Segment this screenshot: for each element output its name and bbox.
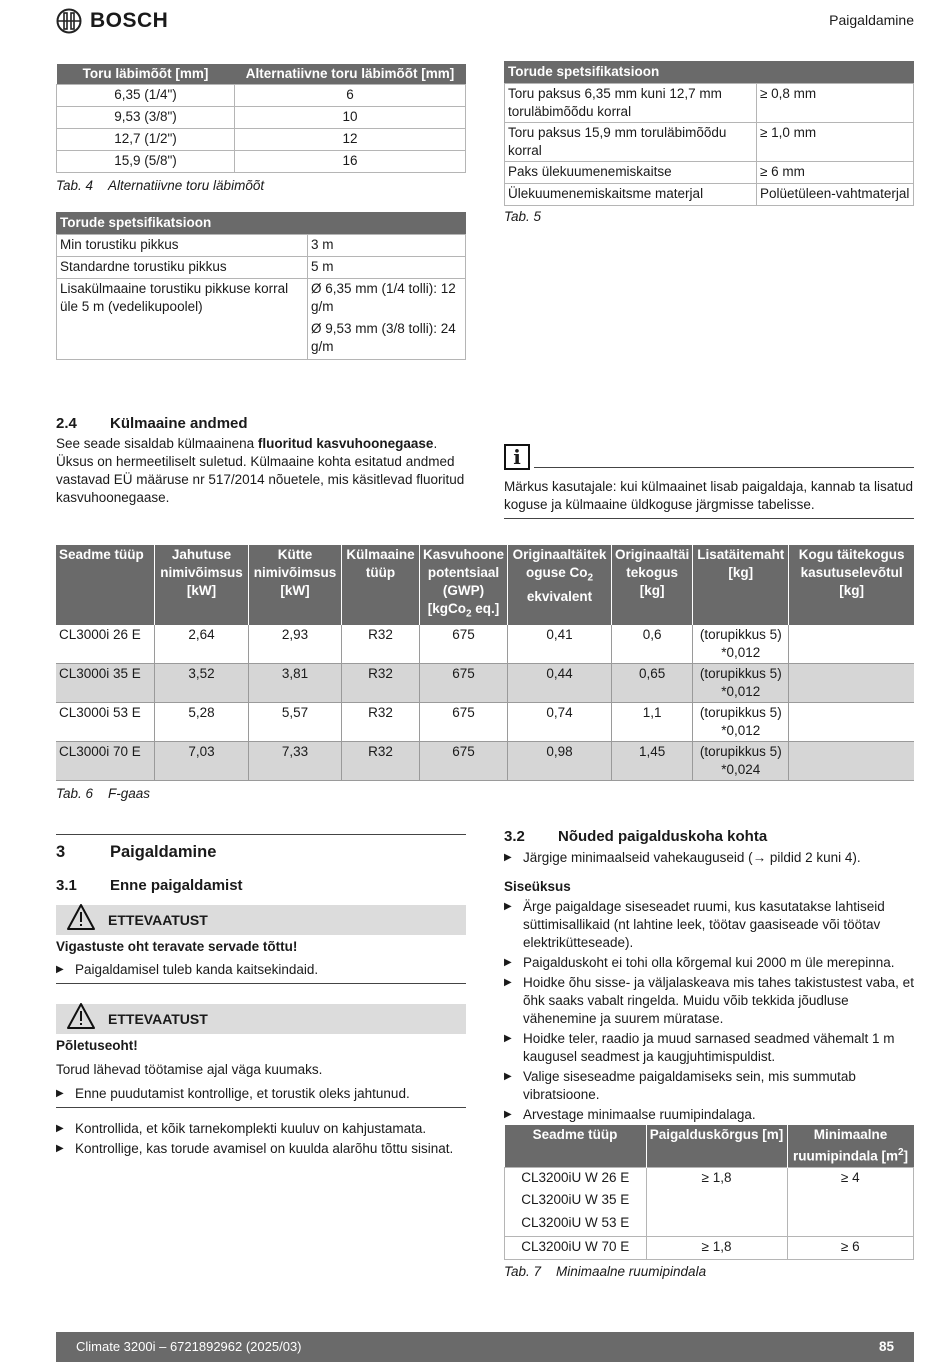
table-cell: 675 <box>420 702 508 741</box>
table-cell: ≥ 1,8 <box>646 1236 787 1259</box>
table-row <box>505 123 914 162</box>
table-cell: CL3000i 53 E <box>56 702 155 741</box>
table-cell: (torupikkus 5) *0,012 <box>693 663 789 702</box>
table-cell: 0,65 <box>612 663 693 702</box>
table-cell: 7,03 <box>155 741 249 780</box>
table-cell: Toru paksus 15,9 mm toruläbimõõdu korral <box>505 123 757 162</box>
table-row <box>57 151 466 173</box>
table-cell: 15,9 (5/8") <box>57 151 235 173</box>
table-cell: 2,64 <box>155 625 249 664</box>
list-item: ▶ Järgige minimaalseid vahekauguseid (→ pildid 2 kuni 4). <box>504 849 914 867</box>
divider <box>56 1107 466 1108</box>
list-item: ▶ Paigalduskoht ei tohi olla kõrgemal kui 2000 m üle merepinna. <box>504 954 914 972</box>
table-cell: 5,28 <box>155 702 249 741</box>
table-cell: 0,6 <box>612 625 693 664</box>
table-cell <box>789 702 914 741</box>
tab5 <box>504 61 914 226</box>
pipe-charge-large: Ø 9,53 mm (3/8 tolli): 24 g/m <box>311 321 456 354</box>
caution-heading: Põletuseoht! <box>56 1038 138 1053</box>
user-note <box>504 444 914 519</box>
table-row <box>57 257 466 279</box>
table-row <box>505 184 914 206</box>
tab7 <box>504 1125 914 1281</box>
table-row <box>56 663 914 702</box>
table-row <box>505 1236 914 1259</box>
table-cell: (torupikkus 5) *0,024 <box>693 741 789 780</box>
caution-heading: Vigastuste oht teravate servade tõttu! <box>56 939 298 954</box>
table-cell: 3,52 <box>155 663 249 702</box>
table-cell: ≥ 1,8 <box>646 1167 787 1236</box>
section-heading: 3.1 Enne paigaldamist <box>56 877 243 894</box>
table-cell: ≥ 4 <box>787 1167 914 1236</box>
warning-icon <box>66 1002 96 1030</box>
table-cell: Ülekuumenemiskaitsme materjal <box>505 184 757 206</box>
table-row <box>57 235 466 257</box>
table-cell: Min torustiku pikkus <box>57 235 308 257</box>
divider <box>504 518 914 519</box>
tab5-caption: Tab. 5 <box>504 209 542 224</box>
table-row <box>56 741 914 780</box>
table-cell: Paks ülekuumenemiskaitse <box>505 162 757 184</box>
tab4-header: Alternatiivne toru läbimõõt [mm] <box>235 64 466 85</box>
tab6-header: Lisatäitemaht [kg] <box>693 545 789 625</box>
table-cell: 6,35 (1/4") <box>57 85 235 107</box>
list-item: ▶ Hoidke teler, raadio ja muud sarnased seadmed vähemalt 1 m kaugusel seadmest ja kaugjuhtimispuldist. <box>504 1030 914 1066</box>
table-cell: 10 <box>235 107 466 129</box>
info-icon: i <box>504 444 530 470</box>
table-cell: ≥ 0,8 mm <box>757 84 914 123</box>
caution-banner <box>56 905 466 935</box>
spec-left-title: Torude spetsifikatsioon <box>56 212 466 234</box>
caution-banner <box>56 1004 466 1034</box>
tab7-header: Minimaalne ruumipindala $[m^2]$ <box>792 1127 909 1164</box>
table-cell: ≥ 6 mm <box>757 162 914 184</box>
table-row <box>57 129 466 151</box>
table-cell: CL3000i 26 E <box>56 625 155 664</box>
table-cell: 675 <box>420 663 508 702</box>
table-cell: 675 <box>420 741 508 780</box>
table-cell: ≥ 1,0 mm <box>757 123 914 162</box>
bosch-logo <box>56 8 168 34</box>
list-item: ▶ Paigaldamisel tuleb kanda kaitsekindaid. <box>56 961 466 979</box>
table-row <box>57 279 466 360</box>
tab7-header: Paigalduskõrgus [m] <box>646 1125 787 1167</box>
tab4-caption: Tab. 4 Alternatiivne toru läbimõõt <box>56 178 265 193</box>
table-cell: CL3200iU W 70 E <box>505 1236 647 1259</box>
warning-icon <box>66 903 96 931</box>
table-cell: ≥ 6 <box>787 1236 914 1259</box>
tab6-header: Jahutuse nimivõimsus [kW] <box>155 545 249 625</box>
table-cell <box>789 741 914 780</box>
list-item: ▶ Kontrollida, et kõik tarnekomplekti kuuluv on kahjustamata. <box>56 1120 466 1138</box>
table-row <box>505 84 914 123</box>
list-item: ▶ Hoidke õhu sisse- ja väljalaskeava mis tahes takistustest vaba, et õhk saaks vabalt ringelda. Muidu võib tekkida jõudluse vähenemine ja suurem müratase. <box>504 974 914 1028</box>
table-cell: 16 <box>235 151 466 173</box>
divider <box>56 834 466 835</box>
table-row <box>56 625 914 664</box>
table-cell: 0,41 <box>508 625 612 664</box>
table-cell <box>308 279 466 360</box>
tab4-header: Toru läbimõõt [mm] <box>57 64 235 85</box>
section-heading: 2.4 Külmaaine andmed <box>56 415 248 432</box>
table-cell: Lisakülmaaine torustiku pikkuse korral üle 5 m (vedelikupoolel) <box>57 279 308 360</box>
section-2-4 <box>56 415 468 507</box>
tab6-header: Seadme tüüp <box>56 545 155 625</box>
list-item: ▶ Valige siseseadme paigaldamiseks sein, mis summutab vibratsioone. <box>504 1068 914 1104</box>
table-cell: 2,93 <box>249 625 342 664</box>
caution-label: ETTEVAATUST <box>108 912 208 928</box>
table-cell: 7,33 <box>249 741 342 780</box>
tab6 <box>56 545 914 803</box>
tab6-header: Kogu täitekogus kasutuselevõtul [kg] <box>798 547 905 598</box>
caution-label: ETTEVAATUST <box>108 1011 208 1027</box>
table-cell: R32 <box>342 702 420 741</box>
pipe-charge-small: Ø 6,35 mm (1/4 tolli): 12 g/m <box>311 281 456 314</box>
table-cell: Toru paksus 6,35 mm kuni 12,7 mm toruläbimõõdu korral <box>505 84 757 123</box>
table-cell: CL3200iU W 26 E <box>505 1167 647 1190</box>
spec-left-table <box>56 212 466 360</box>
table-cell: 9,53 (3/8") <box>57 107 235 129</box>
table-cell: 3,81 <box>249 663 342 702</box>
tab7-header: Seadme tüüp <box>505 1125 647 1167</box>
table-cell: 3 m <box>308 235 466 257</box>
subheading: Siseüksus <box>504 879 571 894</box>
table-row <box>56 702 914 741</box>
tab6-header: Kütte nimivõimsus [kW] <box>249 545 342 625</box>
list-item: ▶ Enne puudutamist kontrollige, et torustik oleks jahtunud. <box>56 1085 466 1103</box>
section-3 <box>56 843 466 1158</box>
table-cell: CL3200iU W 35 E <box>505 1190 647 1213</box>
tab4 <box>56 64 466 195</box>
tab6-header: Kasvuhoone potentsiaal (GWP) [kgCo$_2$ eq.] <box>420 545 508 625</box>
note-text: Märkus kasutajale: kui külmaainet lisab paigaldaja, kannab ta lisatud koguse ja külmaaine üldkoguse järgmisse tabelisse. <box>504 479 913 512</box>
table-row <box>505 1167 914 1190</box>
table-cell: 6 <box>235 85 466 107</box>
table-row <box>57 85 466 107</box>
list-item: ▶ Arvestage minimaalse ruumipindalaga. <box>504 1106 914 1124</box>
brand-name: BOSCH <box>90 9 169 32</box>
table-cell: R32 <box>342 741 420 780</box>
footer-bar <box>56 1332 914 1362</box>
footer-doc-id: Climate 3200i – 6721892962 (2025/03) <box>76 1339 302 1354</box>
tab6-header: Külmaaine tüüp <box>342 545 420 625</box>
tab6-header: Originaaltäi tekogus [kg] <box>612 545 693 625</box>
tab6-header: Originaaltäitek oguse $Co_2$ ekvivalent <box>508 545 612 625</box>
table-cell: 5 m <box>308 257 466 279</box>
divider <box>534 467 914 468</box>
table-cell: R32 <box>342 625 420 664</box>
fgas-table <box>56 545 914 781</box>
bosch-armature-icon <box>56 8 82 34</box>
table-cell: 0,74 <box>508 702 612 741</box>
table-cell: CL3000i 35 E <box>56 663 155 702</box>
table-cell <box>789 663 914 702</box>
table-cell: Standardne torustiku pikkus <box>57 257 308 279</box>
table-row <box>57 107 466 129</box>
table-cell: R32 <box>342 663 420 702</box>
header-section-title: Paigaldamine <box>829 12 914 28</box>
tab7-caption: Tab. 7 Minimaalne ruumipindala <box>504 1263 707 1279</box>
table-cell: (torupikkus 5) *0,012 <box>693 625 789 664</box>
table-cell: CL3000i 70 E <box>56 741 155 780</box>
table-cell: 1,45 <box>612 741 693 780</box>
table-cell: 0,44 <box>508 663 612 702</box>
table-cell <box>789 625 914 664</box>
table-cell: CL3200iU W 53 E <box>505 1213 647 1236</box>
chapter-heading: 3 Paigaldamine <box>56 843 217 861</box>
table-cell: (torupikkus 5) *0,012 <box>693 702 789 741</box>
table-cell: 12 <box>235 129 466 151</box>
divider <box>56 983 466 984</box>
list-item: ▶ Kontrollige, kas torude avamisel on kuulda alarõhu tõttu sisinat. <box>56 1140 466 1158</box>
tab6-caption: Tab. 6 F-gaas <box>56 785 151 801</box>
table-cell: 12,7 (1/2") <box>57 129 235 151</box>
list-item: ▶ Ärge paigaldage siseseadet ruumi, kus kasutatakse lahtiseid süttimisallikaid (nt lahtine leek, töötav gaasiseade või töötav elektrikütteseade). <box>504 898 914 952</box>
tab5-title: Torude spetsifikatsioon <box>504 61 914 83</box>
table-cell: 5,57 <box>249 702 342 741</box>
section-paragraph: See seade sisaldab külmaainena fluoritud kasvuhoonegaase. Üksus on hermeetiliselt suletud. Külmaaine kohta esitatud andmed vastavad EÜ määruse nr 517/2014 nõuetele, mis käsitlevad fluoritud kasvuhoonegaase. <box>56 436 465 505</box>
table-cell: 1,1 <box>612 702 693 741</box>
table-row <box>505 162 914 184</box>
page-number: 85 <box>878 1339 894 1354</box>
section-3-2 <box>504 828 914 1124</box>
table-cell: 0,98 <box>508 741 612 780</box>
caution-text: Torud lähevad töötamise ajal väga kuumaks. <box>56 1062 323 1077</box>
table-cell: Polüetüleen-vahtmaterjal <box>757 184 914 206</box>
section-heading: 3.2 Nõuded paigalduskoha kohta <box>504 828 768 845</box>
table-cell: 675 <box>420 625 508 664</box>
